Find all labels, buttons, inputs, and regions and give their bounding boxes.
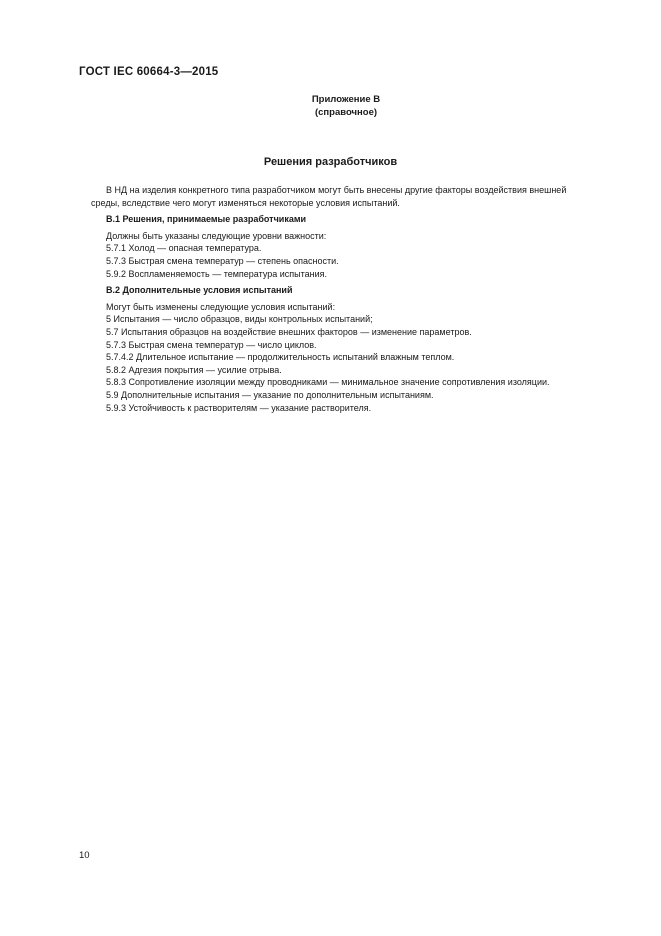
b2-lead: Могут быть изменены следующие условия испытаний: [106, 301, 336, 312]
appendix-type: (справочное) [314, 107, 378, 118]
document-body [91, 184, 591, 414]
list-item: 5 Испытания — число образцов, виды контрольных испытаний; [106, 314, 373, 325]
list-item: 5.7 Испытания образцов на воздействие внешних факторов — изменение параметров. [106, 326, 472, 337]
appendix-label: Приложение В [311, 94, 381, 105]
list-item: 5.7.3 Быстрая смена температур — степень опасности. [106, 255, 339, 266]
b1-lead: Должны быть указаны следующие уровни важности: [106, 230, 327, 241]
list-item: 5.8.3 Сопротивление изоляции между проводниками — минимальное значение сопротивления изоляции. [106, 377, 550, 388]
section-title: Решения разработчиков [263, 156, 398, 168]
list-item: 5.7.4.2 Длительное испытание — продолжительность испытаний влажным теплом. [106, 352, 455, 363]
list-item: 5.9.3 Устойчивость к растворителям — указание растворителя. [106, 402, 372, 413]
list-item: 5.7.3 Быстрая смена температур — число циклов. [106, 339, 317, 350]
page-number: 10 [79, 850, 90, 861]
list-item: 5.8.2 Адгезия покрытия — усилие отрыва. [106, 364, 282, 375]
list-item: 5.9.2 Воспламеняемость — температура испытания. [106, 268, 328, 279]
b2-heading: В.2 Дополнительные условия испытаний [106, 285, 293, 296]
list-item: 5.9 Дополнительные испытания — указание по дополнительным испытаниям. [106, 389, 434, 400]
b1-heading: В.1 Решения, принимаемые разработчиками [106, 214, 307, 225]
standard-header: ГОСТ IEC 60664-3—2015 [79, 66, 219, 78]
list-item: 5.7.1 Холод — опасная температура. [106, 243, 262, 254]
intro-paragraph: В НД на изделия конкретного типа разработчиком могут быть внесены другие факторы воздействия внешней среды, вследствие чего могут изменяться некоторые условия испытаний. [91, 185, 567, 208]
